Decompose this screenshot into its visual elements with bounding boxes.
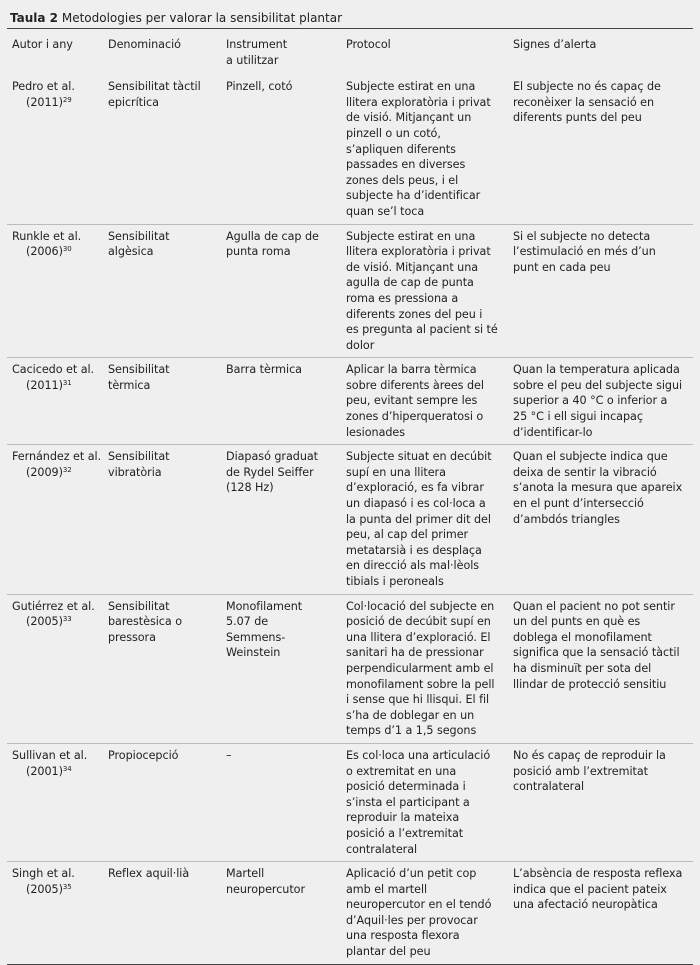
cell-protocol-text: Es col·loca una articulació o extremitat en una posició determinada i s’insta el participant a reproduir la mateixa posició a l’extremitat contralateral xyxy=(346,748,491,856)
table-row xyxy=(7,75,693,224)
reference-number: 31 xyxy=(62,378,72,387)
cell-signs-text: No és capaç de reproduir la posició amb l’extremitat contralateral xyxy=(513,748,666,794)
cell-signs xyxy=(513,743,693,861)
cell-instrument xyxy=(226,594,346,743)
author-name: Pedro et al. xyxy=(12,80,75,94)
cell-protocol xyxy=(346,75,513,224)
cell-denomination-text: Reflex aquil·lià xyxy=(108,867,190,881)
author-year-line xyxy=(12,378,108,394)
header-signs: Signes d’alerta xyxy=(513,38,597,51)
header-denomination: Denominació xyxy=(108,38,181,51)
author-year: (2005) xyxy=(26,615,63,629)
author-name: Fernández et al. xyxy=(12,450,102,464)
cell-protocol xyxy=(346,862,513,964)
cell-signs xyxy=(513,862,693,964)
table-title: Metodologies per valorar la sensibilitat plantar xyxy=(61,11,343,25)
cell-signs xyxy=(513,75,693,224)
cell-instrument-text: Barra tèrmica xyxy=(226,363,302,377)
table-row xyxy=(7,743,693,861)
cell-author xyxy=(7,358,108,445)
cell-instrument-text: Pinzell, cotó xyxy=(226,80,293,94)
author-name: Sullivan et al. xyxy=(12,748,88,762)
cell-instrument xyxy=(226,358,346,445)
cell-denomination xyxy=(108,743,226,861)
cell-author xyxy=(7,75,108,224)
author-year: (2006) xyxy=(26,245,63,259)
author-year: (2011) xyxy=(26,378,63,392)
cell-instrument-text: Martell neuropercutor xyxy=(226,867,306,896)
reference-number: 33 xyxy=(62,615,72,624)
cell-instrument-text: Monofilament 5.07 de Semmens-Weinstein xyxy=(226,599,303,660)
header-protocol: Protocol xyxy=(346,38,391,51)
author-year-line xyxy=(12,882,108,898)
cell-author xyxy=(7,224,108,358)
cell-signs-text: Si el subjecte no detecta l’estimulació en més d’un punt en cada peu xyxy=(513,229,656,274)
author-year: (2005) xyxy=(26,882,63,896)
cell-denomination xyxy=(108,862,226,964)
cell-denomination xyxy=(108,594,226,743)
header-row xyxy=(7,29,693,75)
author-year: (2009) xyxy=(26,465,63,479)
cell-signs xyxy=(513,445,693,594)
author-year-line xyxy=(12,465,108,481)
author-name: Runkle et al. xyxy=(12,229,82,243)
table-caption xyxy=(7,0,693,25)
cell-instrument xyxy=(226,75,346,224)
cell-signs xyxy=(513,358,693,445)
author-year: (2001) xyxy=(26,764,63,778)
cell-protocol-text: Subjecte estirat en una llitera exploratòria i privat de visió. Mitjançant una agulla de cap de punta roma es pressiona a diferents zones del peu i es pregunta al pacient si té dolor xyxy=(346,229,498,352)
cell-instrument-text: – xyxy=(226,748,232,762)
table-row xyxy=(7,594,693,743)
author-year-line xyxy=(12,764,108,780)
cell-author xyxy=(7,445,108,594)
table-row xyxy=(7,224,693,358)
cell-instrument xyxy=(226,445,346,594)
cell-protocol xyxy=(346,594,513,743)
reference-number: 29 xyxy=(62,95,72,104)
methodologies-table xyxy=(7,29,693,964)
cell-denomination-text: Sensibilitat algèsica xyxy=(108,229,170,259)
table-label: Taula 2 xyxy=(10,11,59,25)
cell-signs-text: L’absència de resposta reflexa indica que el pacient pateix una afectació neuropàtica xyxy=(513,867,683,912)
author-year-line xyxy=(12,95,108,111)
cell-protocol xyxy=(346,743,513,861)
cell-signs xyxy=(513,224,693,358)
cell-signs-text: Quan la temperatura aplicada sobre el peu del subjecte sigui superior a 40 °C o inferior a 25 °C i ell sigui incapaç d’identificar-lo xyxy=(513,363,683,439)
cell-signs xyxy=(513,594,693,743)
cell-denomination-text: Sensibilitat tàctil epicrítica xyxy=(108,80,201,109)
cell-instrument xyxy=(226,743,346,861)
cell-denomination xyxy=(108,445,226,594)
cell-denomination-text: Sensibilitat barestèsica o pressora xyxy=(108,599,182,644)
cell-instrument xyxy=(226,224,346,358)
cell-protocol xyxy=(346,358,513,445)
cell-author xyxy=(7,743,108,861)
cell-author xyxy=(7,594,108,743)
author-name: Cacicedo et al. xyxy=(12,363,95,377)
table-body xyxy=(7,75,693,963)
table-row xyxy=(7,358,693,445)
author-year: (2011) xyxy=(26,95,63,109)
cell-denomination-text: Sensibilitat tèrmica xyxy=(108,363,170,392)
table-row xyxy=(7,445,693,594)
cell-protocol-text: Aplicació d’un petit cop amb el martell neuropercutor en el tendó d’Aquil·les per provocar una resposta flexora plantar del peu xyxy=(346,867,492,959)
cell-protocol xyxy=(346,445,513,594)
author-year-line xyxy=(12,244,108,260)
author-year-line xyxy=(12,614,108,630)
cell-signs-text: El subjecte no és capaç de reconèixer la sensació en diferents punts del peu xyxy=(513,80,661,125)
header-author: Autor i any xyxy=(12,38,73,51)
cell-denomination-text: Sensibilitat vibratòria xyxy=(108,450,170,479)
reference-number: 34 xyxy=(62,764,72,773)
author-name: Singh et al. xyxy=(12,867,75,881)
cell-protocol-text: Subjecte situat en decúbit supí en una llitera d’exploració, es fa vibrar un diapasó i es col·loca a la punta del primer dit del peu, al cap del primer metatarsià i es desplaça en direcció als mal·lèols tibials i peroneals xyxy=(346,450,492,588)
cell-protocol xyxy=(346,224,513,358)
cell-instrument xyxy=(226,862,346,964)
reference-number: 32 xyxy=(62,465,72,474)
cell-signs-text: Quan el pacient no pot sentir un del punts en què es doblega el monofilament significa que la sensació tàctil ha disminuït per sota del llindar de protecció sensitiu xyxy=(513,599,680,691)
reference-number: 35 xyxy=(62,882,72,891)
cell-protocol-text: Subjecte estirat en una llitera exploratòria i privat de visió. Mitjançant un pinzell o un cotó, s’apliquen diferents passades en diverses zones dels peus, i el subjecte ha d’identificar quan se’l toca xyxy=(346,80,491,218)
header-instrument-label: Instrument a utilitzar xyxy=(226,38,288,67)
header-instrument xyxy=(226,29,346,75)
cell-protocol-text: Col·locació del subjecte en posició de decúbit supí en una llitera d’exploració. El sanitari ha de pressionar perpendicularment amb el monofilament sobre la pell i sense que hi llisqui. El fil s’ha de doblegar en un temps d’1 a 1,5 segons xyxy=(346,599,495,738)
cell-denomination xyxy=(108,224,226,358)
cell-author xyxy=(7,862,108,964)
cell-instrument-text: Diapasó graduat de Rydel Seiffer (128 Hz) xyxy=(226,450,319,495)
cell-signs-text: Quan el subjecte indica que deixa de sentir la vibració s’anota la mesura que apareix en el punt d’intersecció d’ambdós triangles xyxy=(513,450,683,526)
cell-denomination xyxy=(108,75,226,224)
cell-denomination xyxy=(108,358,226,445)
cell-denomination-text: Propiocepció xyxy=(108,748,179,762)
author-name: Gutiérrez et al. xyxy=(12,599,95,613)
cell-protocol-text: Aplicar la barra tèrmica sobre diferents àrees del peu, evitant sempre les zones d’hiperqueratosi o lesionades xyxy=(346,363,484,439)
reference-number: 30 xyxy=(62,245,72,254)
table-row xyxy=(7,862,693,964)
cell-instrument-text: Agulla de cap de punta roma xyxy=(226,229,319,259)
